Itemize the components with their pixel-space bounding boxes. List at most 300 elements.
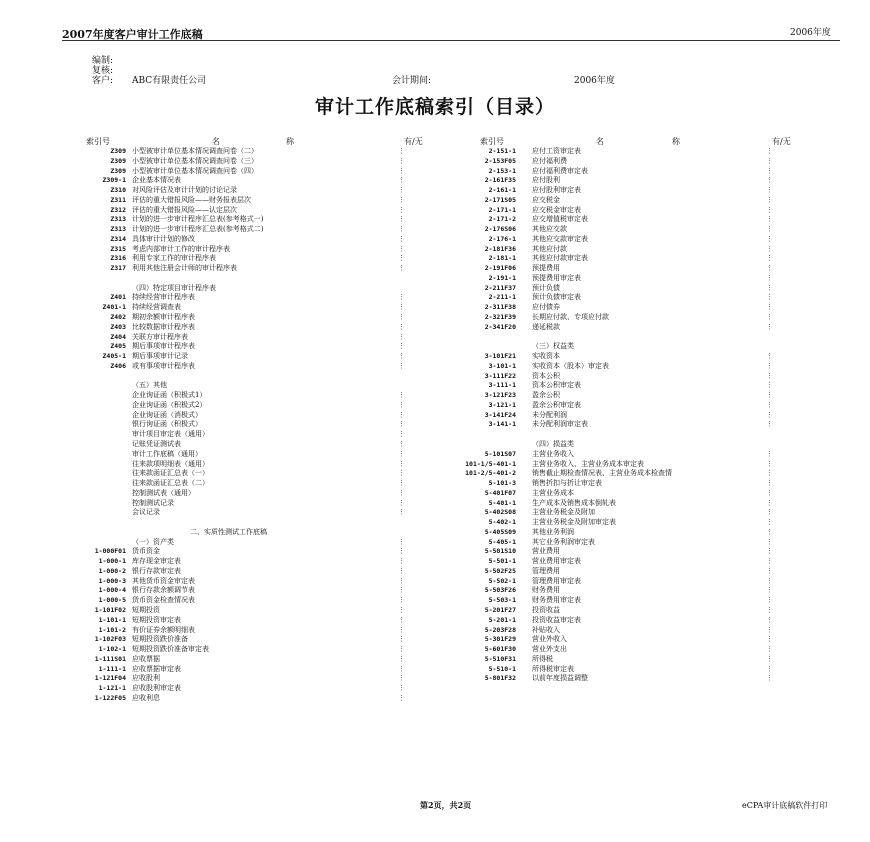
table-row	[80, 440, 440, 450]
table-row	[470, 635, 830, 645]
item-name: 应付股利审定表	[532, 186, 581, 195]
item-name: 资本公积	[532, 371, 560, 380]
item-name: 考虑内部审计工作的审计程序表	[132, 244, 230, 253]
item-name: 应收股利	[132, 674, 160, 683]
index-code: 2-191-1	[488, 273, 516, 282]
item-name: 应付福利费	[532, 156, 567, 165]
index-code: Z404	[110, 332, 126, 341]
index-code: 1-101-2	[98, 625, 126, 634]
flag-cell: ⋮	[398, 225, 405, 234]
index-code: 2-311F38	[484, 303, 516, 312]
table-row	[80, 313, 440, 323]
index-code: Z401-1	[102, 303, 126, 312]
table-row	[80, 362, 440, 372]
flag-cell: ⋮	[398, 244, 405, 253]
flag-cell: ⋮	[766, 147, 773, 155]
table-row	[80, 381, 440, 391]
item-name: 持续经营审计程序表	[132, 293, 195, 302]
index-code: 1-101-1	[98, 615, 126, 624]
index-code: Z405-1	[102, 352, 126, 361]
left-col-index: 索引号	[86, 137, 110, 146]
table-row	[80, 225, 440, 235]
item-name: 主营业务收入、主营业务成本审定表	[532, 459, 644, 468]
item-name: 销售折扣与折让审定表	[532, 479, 602, 488]
index-code: 2-151-1	[488, 147, 516, 155]
table-row	[470, 176, 830, 186]
index-code: Z309	[110, 156, 126, 165]
item-name: 持续经营调查表	[132, 303, 181, 312]
index-code: 2-176-1	[488, 234, 516, 243]
table-row	[80, 577, 440, 587]
table-row	[80, 557, 440, 567]
client-label: 客户:	[92, 76, 114, 86]
index-code: 5-201-1	[488, 615, 516, 624]
flag-cell: ⋮	[398, 293, 405, 302]
flag-cell: ⋮	[766, 156, 773, 165]
flag-cell: ⋮	[766, 264, 773, 273]
item-name: 审计项目审定表（通用）	[132, 430, 209, 439]
index-code: 2-161-1	[488, 186, 516, 195]
item-name: 营业费用	[532, 547, 560, 556]
index-code: Z309	[110, 166, 126, 175]
item-name: 库存现金审定表	[132, 557, 181, 566]
index-code: 2-153-1	[488, 166, 516, 175]
flag-cell: ⋮	[766, 488, 773, 497]
table-row	[470, 362, 830, 372]
flag-cell: ⋮	[766, 391, 773, 400]
flag-cell: ⋮	[766, 674, 773, 683]
table-row	[80, 626, 440, 636]
index-code: 2-191F06	[484, 264, 516, 273]
flag-cell: ⋮	[398, 674, 405, 683]
item-name: 预计负债	[532, 283, 560, 292]
flag-cell: ⋮	[398, 147, 405, 155]
index-code: 5-501S10	[484, 547, 516, 556]
flag-cell: ⋮	[766, 596, 773, 605]
index-code: 1-121-1	[98, 684, 126, 693]
table-row	[470, 674, 830, 684]
table-row	[80, 547, 440, 557]
item-name: 计划的进一步审计程序汇总表(参考格式一)	[132, 215, 264, 224]
index-code: 5-203F28	[484, 625, 516, 634]
item-name: 盈余公积审定表	[532, 400, 581, 409]
software-credit: eCPA审计底稿软件打印	[742, 801, 828, 810]
flag-cell: ⋮	[766, 322, 773, 331]
flag-cell: ⋮	[766, 400, 773, 409]
table-row	[80, 215, 440, 225]
section-heading: （四）损益类	[532, 439, 574, 448]
table-row	[80, 635, 440, 645]
flag-cell: ⋮	[766, 381, 773, 390]
table-row	[470, 411, 830, 421]
flag-cell: ⋮	[398, 264, 405, 273]
flag-cell: ⋮	[398, 645, 405, 654]
flag-cell: ⋮	[398, 625, 405, 634]
flag-cell: ⋮	[766, 625, 773, 634]
section-heading: 二、实质性测试工作底稿	[190, 527, 267, 536]
index-code: 1-102F03	[94, 635, 126, 644]
client-value: ABC有限责任公司	[132, 76, 207, 86]
item-name: 有价证券余额明细表	[132, 625, 195, 634]
flag-cell: ⋮	[398, 313, 405, 322]
item-name: 递延税款	[532, 322, 560, 331]
index-code: 5-301F29	[484, 635, 516, 644]
index-code: 3-111-1	[488, 381, 516, 390]
flag-cell: ⋮	[398, 215, 405, 224]
table-row	[470, 352, 830, 362]
item-name: 应收股利审定表	[132, 684, 181, 693]
table-row	[80, 323, 440, 333]
item-name: 销售截止期检查情况表、主营业务成本检查情	[532, 469, 672, 478]
table-row	[80, 391, 440, 401]
table-row	[80, 342, 440, 352]
table-row	[470, 430, 830, 440]
item-name: 生产成本及销售成本倒轧表	[532, 498, 616, 507]
item-name: 记账凭证测试表	[132, 439, 181, 448]
table-row	[80, 606, 440, 616]
flag-cell: ⋮	[766, 615, 773, 624]
flag-cell: ⋮	[398, 195, 405, 204]
item-name: 短期投资审定表	[132, 615, 181, 624]
index-code: Z402	[110, 313, 126, 322]
flag-cell: ⋮	[766, 205, 773, 214]
table-row	[470, 264, 830, 274]
section-heading: （四）特定项目审计程序表	[132, 283, 216, 292]
table-row	[470, 538, 830, 548]
index-code: 2-211F37	[484, 283, 516, 292]
table-row	[80, 254, 440, 264]
index-code: 3-121F23	[484, 391, 516, 400]
index-code: 5-510F31	[484, 654, 516, 663]
table-row	[80, 645, 440, 655]
item-name: 企业询证函（积极式1）	[132, 391, 207, 400]
index-code: 5-401-1	[488, 498, 516, 507]
table-row	[470, 528, 830, 538]
index-code: 2-181F36	[484, 244, 516, 253]
index-code: 5-501-1	[488, 557, 516, 566]
index-code: Z405	[110, 342, 126, 351]
table-row	[470, 254, 830, 264]
table-row	[80, 411, 440, 421]
header-year: 2006年度	[790, 28, 831, 38]
flag-cell: ⋮	[766, 576, 773, 585]
index-code: 5-601F30	[484, 645, 516, 654]
table-row	[465, 459, 830, 470]
table-row	[80, 274, 440, 284]
table-row	[80, 469, 440, 479]
table-row	[470, 313, 830, 323]
flag-cell: ⋮	[398, 361, 405, 370]
flag-cell: ⋮	[766, 303, 773, 312]
item-name: 其它业务利润审定表	[532, 537, 595, 546]
item-name: 审计工作底稿（通用）	[132, 449, 202, 458]
item-name: 其他应交款审定表	[532, 234, 588, 243]
item-name: 计划的进一步审计程序汇总表(参考格式二)	[132, 225, 264, 234]
flag-cell: ⋮	[766, 352, 773, 361]
index-code: 1-102-1	[98, 645, 126, 654]
flag-cell: ⋮	[398, 234, 405, 243]
index-code: 2-341F20	[484, 322, 516, 331]
item-name: 期后事项审计程序表	[132, 342, 195, 351]
table-row	[80, 186, 440, 196]
flag-cell: ⋮	[398, 166, 405, 175]
table-row	[80, 293, 440, 303]
item-name: 对风险评估及审计计划的讨论记录	[132, 186, 237, 195]
flag-cell: ⋮	[766, 254, 773, 263]
index-code: 5-402S08	[484, 508, 516, 517]
table-row	[470, 499, 830, 509]
item-name: 以前年度损益调整	[532, 674, 588, 683]
flag-cell: ⋮	[398, 508, 405, 517]
table-row	[470, 342, 830, 352]
flag-cell: ⋮	[766, 361, 773, 370]
item-name: 投资收益	[532, 605, 560, 614]
right-col-name-a: 名	[596, 137, 604, 146]
table-row	[80, 303, 440, 313]
table-row	[80, 420, 440, 430]
item-name: 营业外支出	[532, 645, 567, 654]
table-row	[80, 508, 440, 518]
index-code: 2-171-2	[488, 215, 516, 224]
table-row	[470, 567, 830, 577]
item-name: 管理费用审定表	[532, 576, 581, 585]
item-name: 财务费用审定表	[532, 596, 581, 605]
item-name: 利用专家工作的审计程序表	[132, 254, 216, 263]
table-row	[80, 264, 440, 274]
index-code: 2-153F05	[484, 156, 516, 165]
item-name: 主营业务税金及附加	[532, 508, 595, 517]
flag-cell: ⋮	[766, 449, 773, 458]
table-row	[470, 450, 830, 460]
index-code: 5-405S09	[484, 527, 516, 536]
table-row	[470, 626, 830, 636]
flag-cell: ⋮	[766, 566, 773, 575]
left-col-name-b: 称	[286, 137, 294, 146]
table-row	[80, 674, 440, 684]
flag-cell: ⋮	[766, 654, 773, 663]
table-row	[80, 479, 440, 489]
page-title: 审计工作底稿索引（目录）	[314, 96, 555, 118]
index-code: 5-503F26	[484, 586, 516, 595]
item-name: 长期应付款、专项应付款	[532, 313, 609, 322]
index-code: 5-502F25	[484, 566, 516, 575]
item-name: 或有事项审计程序表	[132, 361, 195, 370]
item-name: 银行存款审定表	[132, 566, 181, 575]
flag-cell: ⋮	[398, 605, 405, 614]
table-row	[470, 655, 830, 665]
table-row	[80, 245, 440, 255]
flag-cell: ⋮	[766, 371, 773, 380]
item-name: 货币资金	[132, 547, 160, 556]
index-code: 1-122F05	[94, 693, 126, 702]
index-code: 5-201F27	[484, 605, 516, 614]
table-row	[470, 596, 830, 606]
index-code: 1-000-1	[98, 557, 126, 566]
flag-cell: ⋮	[398, 488, 405, 497]
table-row	[80, 665, 440, 675]
item-name: 应付债券	[532, 303, 560, 312]
table-row	[80, 333, 440, 343]
index-code: Z313	[110, 225, 126, 234]
table-row	[470, 508, 830, 518]
table-row	[470, 440, 830, 450]
flag-cell: ⋮	[766, 645, 773, 654]
index-code: 3-111F22	[484, 371, 516, 380]
flag-cell: ⋮	[766, 234, 773, 243]
index-code: Z406	[110, 361, 126, 370]
flag-cell: ⋮	[398, 205, 405, 214]
table-row	[470, 274, 830, 284]
index-code: 3-121-1	[488, 400, 516, 409]
table-row	[470, 616, 830, 626]
index-code: 2-181-1	[488, 254, 516, 263]
item-name: 短期投资跌价准备	[132, 635, 188, 644]
item-name: 往来款项明细表（通用）	[132, 459, 209, 468]
index-code: 1-000-5	[98, 596, 126, 605]
table-row	[80, 196, 440, 206]
table-row	[470, 147, 830, 157]
item-name: 小型被审计单位基本情况调查问卷（二）	[132, 147, 258, 155]
table-row	[470, 420, 830, 430]
table-row	[470, 196, 830, 206]
item-name: 企业基本情况表	[132, 176, 181, 185]
item-name: 未分配利润	[532, 410, 567, 419]
flag-cell: ⋮	[766, 537, 773, 546]
table-row	[80, 586, 440, 596]
index-code: 1-000-2	[98, 566, 126, 575]
table-row	[470, 665, 830, 675]
table-row	[80, 655, 440, 665]
index-code: Z317	[110, 264, 126, 273]
table-row	[80, 206, 440, 216]
flag-cell: ⋮	[766, 166, 773, 175]
item-name: 营业费用审定表	[532, 557, 581, 566]
table-row	[80, 147, 440, 157]
item-name: 小型被审计单位基本情况调查问卷（三）	[132, 156, 258, 165]
item-name: 主营业务收入	[532, 449, 574, 458]
flag-cell: ⋮	[766, 586, 773, 595]
index-code: Z309	[110, 147, 126, 155]
item-name: 企业询证函（积极式2）	[132, 400, 207, 409]
index-code: Z315	[110, 244, 126, 253]
item-name: 管理费用	[532, 566, 560, 575]
table-row	[470, 606, 830, 616]
table-row	[80, 352, 440, 362]
flag-cell: ⋮	[766, 186, 773, 195]
table-row	[470, 225, 830, 235]
table-row	[470, 372, 830, 382]
header-title: 2007年度客户审计工作底稿	[62, 28, 203, 41]
flag-cell: ⋮	[398, 684, 405, 693]
index-code: 1-111S01	[94, 654, 126, 663]
flag-cell: ⋮	[398, 459, 405, 468]
item-name: 所得税审定表	[532, 664, 574, 673]
table-row	[80, 430, 440, 440]
table-row	[470, 577, 830, 587]
item-name: 资本公积审定表	[532, 381, 581, 390]
item-name: 关联方审计程序表	[132, 332, 188, 341]
page-number: 第2页，共2页	[420, 800, 472, 810]
table-row	[80, 499, 440, 509]
period-label: 会计期间:	[392, 76, 432, 86]
flag-cell: ⋮	[766, 605, 773, 614]
item-name: 期初余额审计程序表	[132, 313, 195, 322]
flag-cell: ⋮	[766, 527, 773, 536]
left-col-flag: 有/无	[404, 137, 423, 146]
item-name: 控制测试记录	[132, 498, 174, 507]
flag-cell: ⋮	[398, 547, 405, 556]
flag-cell: ⋮	[398, 664, 405, 673]
item-name: 应收票据审定表	[132, 664, 181, 673]
flag-cell: ⋮	[398, 254, 405, 263]
preparer-label: 编制:	[92, 56, 114, 66]
flag-cell: ⋮	[766, 225, 773, 234]
flag-cell: ⋮	[398, 410, 405, 419]
flag-cell: ⋮	[766, 518, 773, 527]
flag-cell: ⋮	[766, 313, 773, 322]
index-code: 3-101F21	[484, 352, 516, 361]
flag-cell: ⋮	[766, 293, 773, 302]
item-name: 盈余公积	[532, 391, 560, 400]
flag-cell: ⋮	[398, 576, 405, 585]
item-name: 其他应交款	[532, 225, 567, 234]
item-name: 短期投资跌价准备审定表	[132, 645, 209, 654]
table-row	[470, 293, 830, 303]
table-row	[470, 479, 830, 489]
table-row	[470, 401, 830, 411]
table-row	[80, 401, 440, 411]
table-row	[80, 538, 440, 548]
index-code: 1-121F04	[94, 674, 126, 683]
item-name: （一）资产类	[132, 537, 174, 546]
item-name: 应付股利	[532, 176, 560, 185]
index-code: 1-000F01	[94, 547, 126, 556]
index-code: 5-801F32	[484, 674, 516, 683]
item-name: 货币资金检查情况表	[132, 596, 195, 605]
item-name: 控制测试表（通用）	[132, 488, 195, 497]
table-row	[470, 235, 830, 245]
item-name: 企业询证函（消极式）	[132, 410, 202, 419]
item-name: 往来款函证汇总表（二）	[132, 479, 209, 488]
flag-cell: ⋮	[398, 186, 405, 195]
flag-cell: ⋮	[398, 479, 405, 488]
index-code: 101-2/5-401-2	[465, 469, 516, 478]
table-row	[470, 489, 830, 499]
flag-cell: ⋮	[398, 420, 405, 429]
table-row	[80, 694, 440, 704]
item-name: 银行询证函（积极式）	[132, 420, 202, 429]
item-name: 预提费用审定表	[532, 273, 581, 282]
flag-cell: ⋮	[398, 693, 405, 702]
header-divider	[62, 40, 840, 41]
flag-cell: ⋮	[766, 283, 773, 292]
item-name: 投资收益审定表	[532, 615, 581, 624]
table-row	[470, 518, 830, 528]
table-row	[470, 245, 830, 255]
flag-cell: ⋮	[398, 430, 405, 439]
flag-cell: ⋮	[398, 400, 405, 409]
right-col-flag: 有/无	[772, 137, 791, 146]
flag-cell: ⋮	[398, 635, 405, 644]
item-name: 所得税	[532, 654, 553, 663]
index-code: Z310	[110, 186, 126, 195]
left-col-name-a: 名	[212, 137, 220, 146]
item-name: 补贴收入	[532, 625, 560, 634]
flag-cell: ⋮	[398, 449, 405, 458]
flag-cell: ⋮	[398, 498, 405, 507]
item-name: 其他应付款	[532, 244, 567, 253]
flag-cell: ⋮	[398, 469, 405, 478]
